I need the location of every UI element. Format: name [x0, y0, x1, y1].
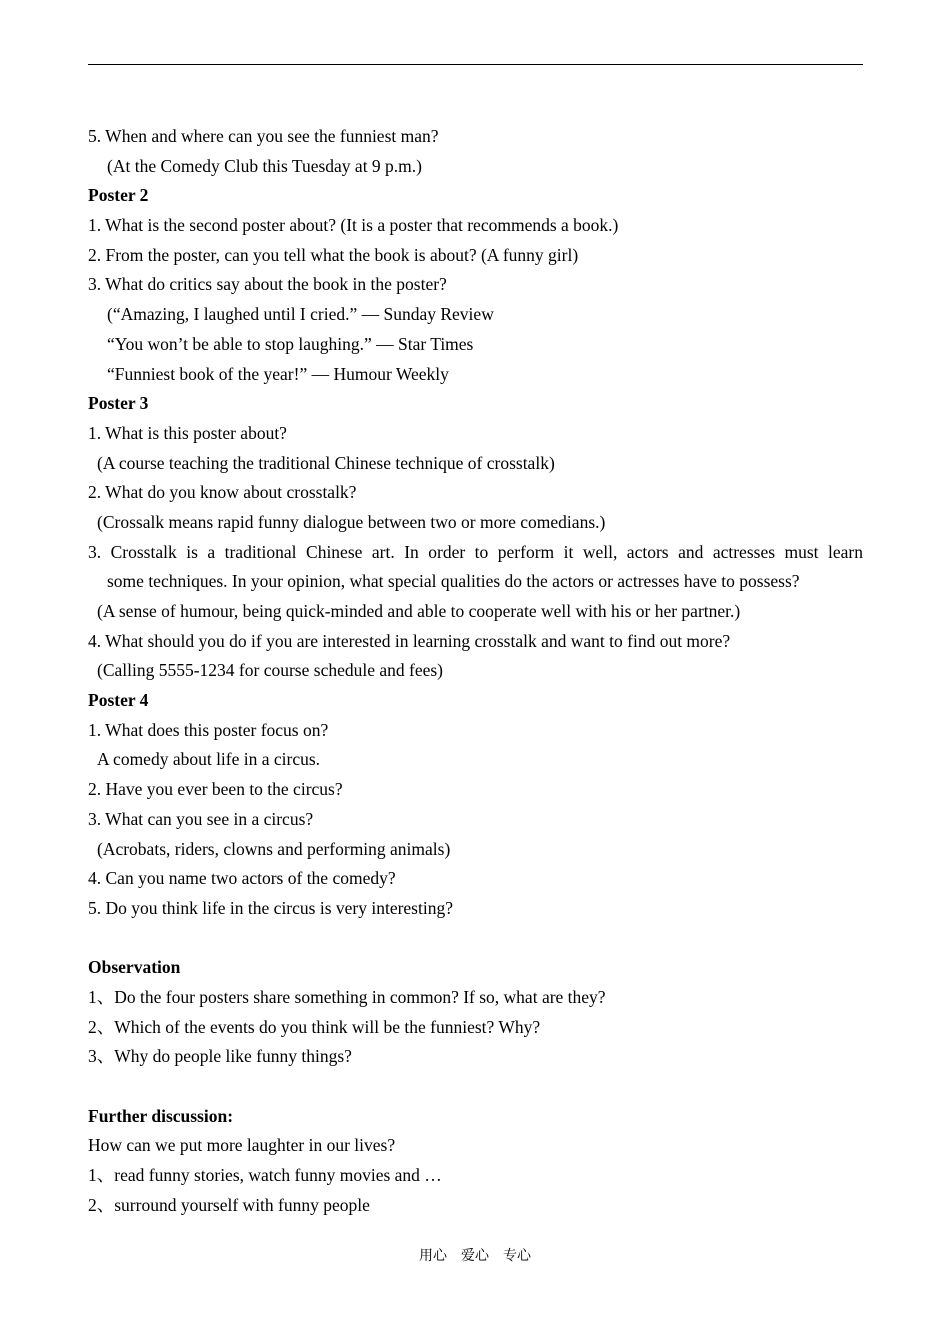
poster3-answer-3: (A sense of humour, being quick-minded and able to cooperate well with his or her partner.) [97, 601, 741, 621]
observation-item: 1、Do the four posters share something in common? If so, what are they? [88, 986, 606, 1007]
poster2-quote-2: “You won’t be able to stop laughing.” — Star Times [107, 333, 474, 354]
poster2-question-2: 2. From the poster, can you tell what the book is about? (A funny girl) [88, 244, 579, 265]
further-discussion-question: How can we put more laughter in our lives? [88, 1135, 396, 1156]
poster2-question-1: 1. What is the second poster about? (It is a poster that recommends a book.) [88, 215, 619, 236]
poster3-question-1: 1. What is this poster about? [88, 422, 287, 443]
poster2-quote-1: (“Amazing, I laughed until I cried.” — Sunday Review [107, 304, 494, 325]
poster3-answer-4: (Calling 5555-1234 for course schedule and fees) [97, 660, 444, 681]
poster3-question-4: 4. What should you do if you are interested in learning crosstalk and want to find out more? [88, 630, 731, 651]
header-rule [88, 64, 863, 65]
poster3-answer-2: (Crossalk means rapid funny dialogue between two or more comedians.) [97, 511, 606, 532]
poster4-question-3: 3. What can you see in a circus? [88, 808, 314, 829]
poster2-heading: Poster 2 [88, 185, 149, 206]
spacer [88, 1072, 863, 1102]
poster4-answer-1: A comedy about life in a circus. [97, 749, 321, 770]
spacer [88, 924, 863, 954]
poster1-answer-5: (At the Comedy Club this Tuesday at 9 p.m.) [107, 155, 422, 176]
page-footer: 用心 爱心 专心 [419, 1248, 531, 1264]
poster4-heading: Poster 4 [88, 690, 149, 711]
poster4-answer-3: (Acrobats, riders, clowns and performing animals) [97, 838, 451, 859]
poster2-quote-3: “Funniest book of the year!” — Humour Weekly [107, 363, 449, 384]
poster4-question-2: 2. Have you ever been to the circus? [88, 779, 343, 800]
poster3-question-3-line-1: 3. Crosstalk is a traditional Chinese art. In order to perform it well, actors and actresses must learn [88, 541, 863, 562]
poster4-question-4: 4. Can you name two actors of the comedy? [88, 868, 396, 889]
poster3-question-2: 2. What do you know about crosstalk? [88, 482, 357, 503]
poster3-question-3-line-2: some techniques. In your opinion, what special qualities do the actors or actresses have to possess? [107, 571, 800, 592]
further-discussion-item: 2、surround yourself with funny people [88, 1194, 370, 1215]
poster3-answer-1: (A course teaching the traditional Chinese technique of crosstalk) [97, 452, 555, 473]
poster3-heading: Poster 3 [88, 393, 149, 414]
further-discussion-heading: Further discussion: [88, 1105, 234, 1126]
poster1-question-5: 5. When and where can you see the funniest man? [88, 126, 439, 146]
document-body [88, 122, 863, 1220]
further-discussion-item: 1、read funny stories, watch funny movies and … [88, 1165, 442, 1186]
observation-heading: Observation [88, 957, 181, 978]
observation-item: 3、Why do people like funny things? [88, 1046, 352, 1067]
observation-item: 2、Which of the events do you think will be the funniest? Why? [88, 1016, 541, 1037]
poster2-question-3: 3. What do critics say about the book in the poster? [88, 274, 447, 295]
poster4-question-1: 1. What does this poster focus on? [88, 719, 329, 740]
poster4-question-5: 5. Do you think life in the circus is very interesting? [88, 897, 453, 918]
